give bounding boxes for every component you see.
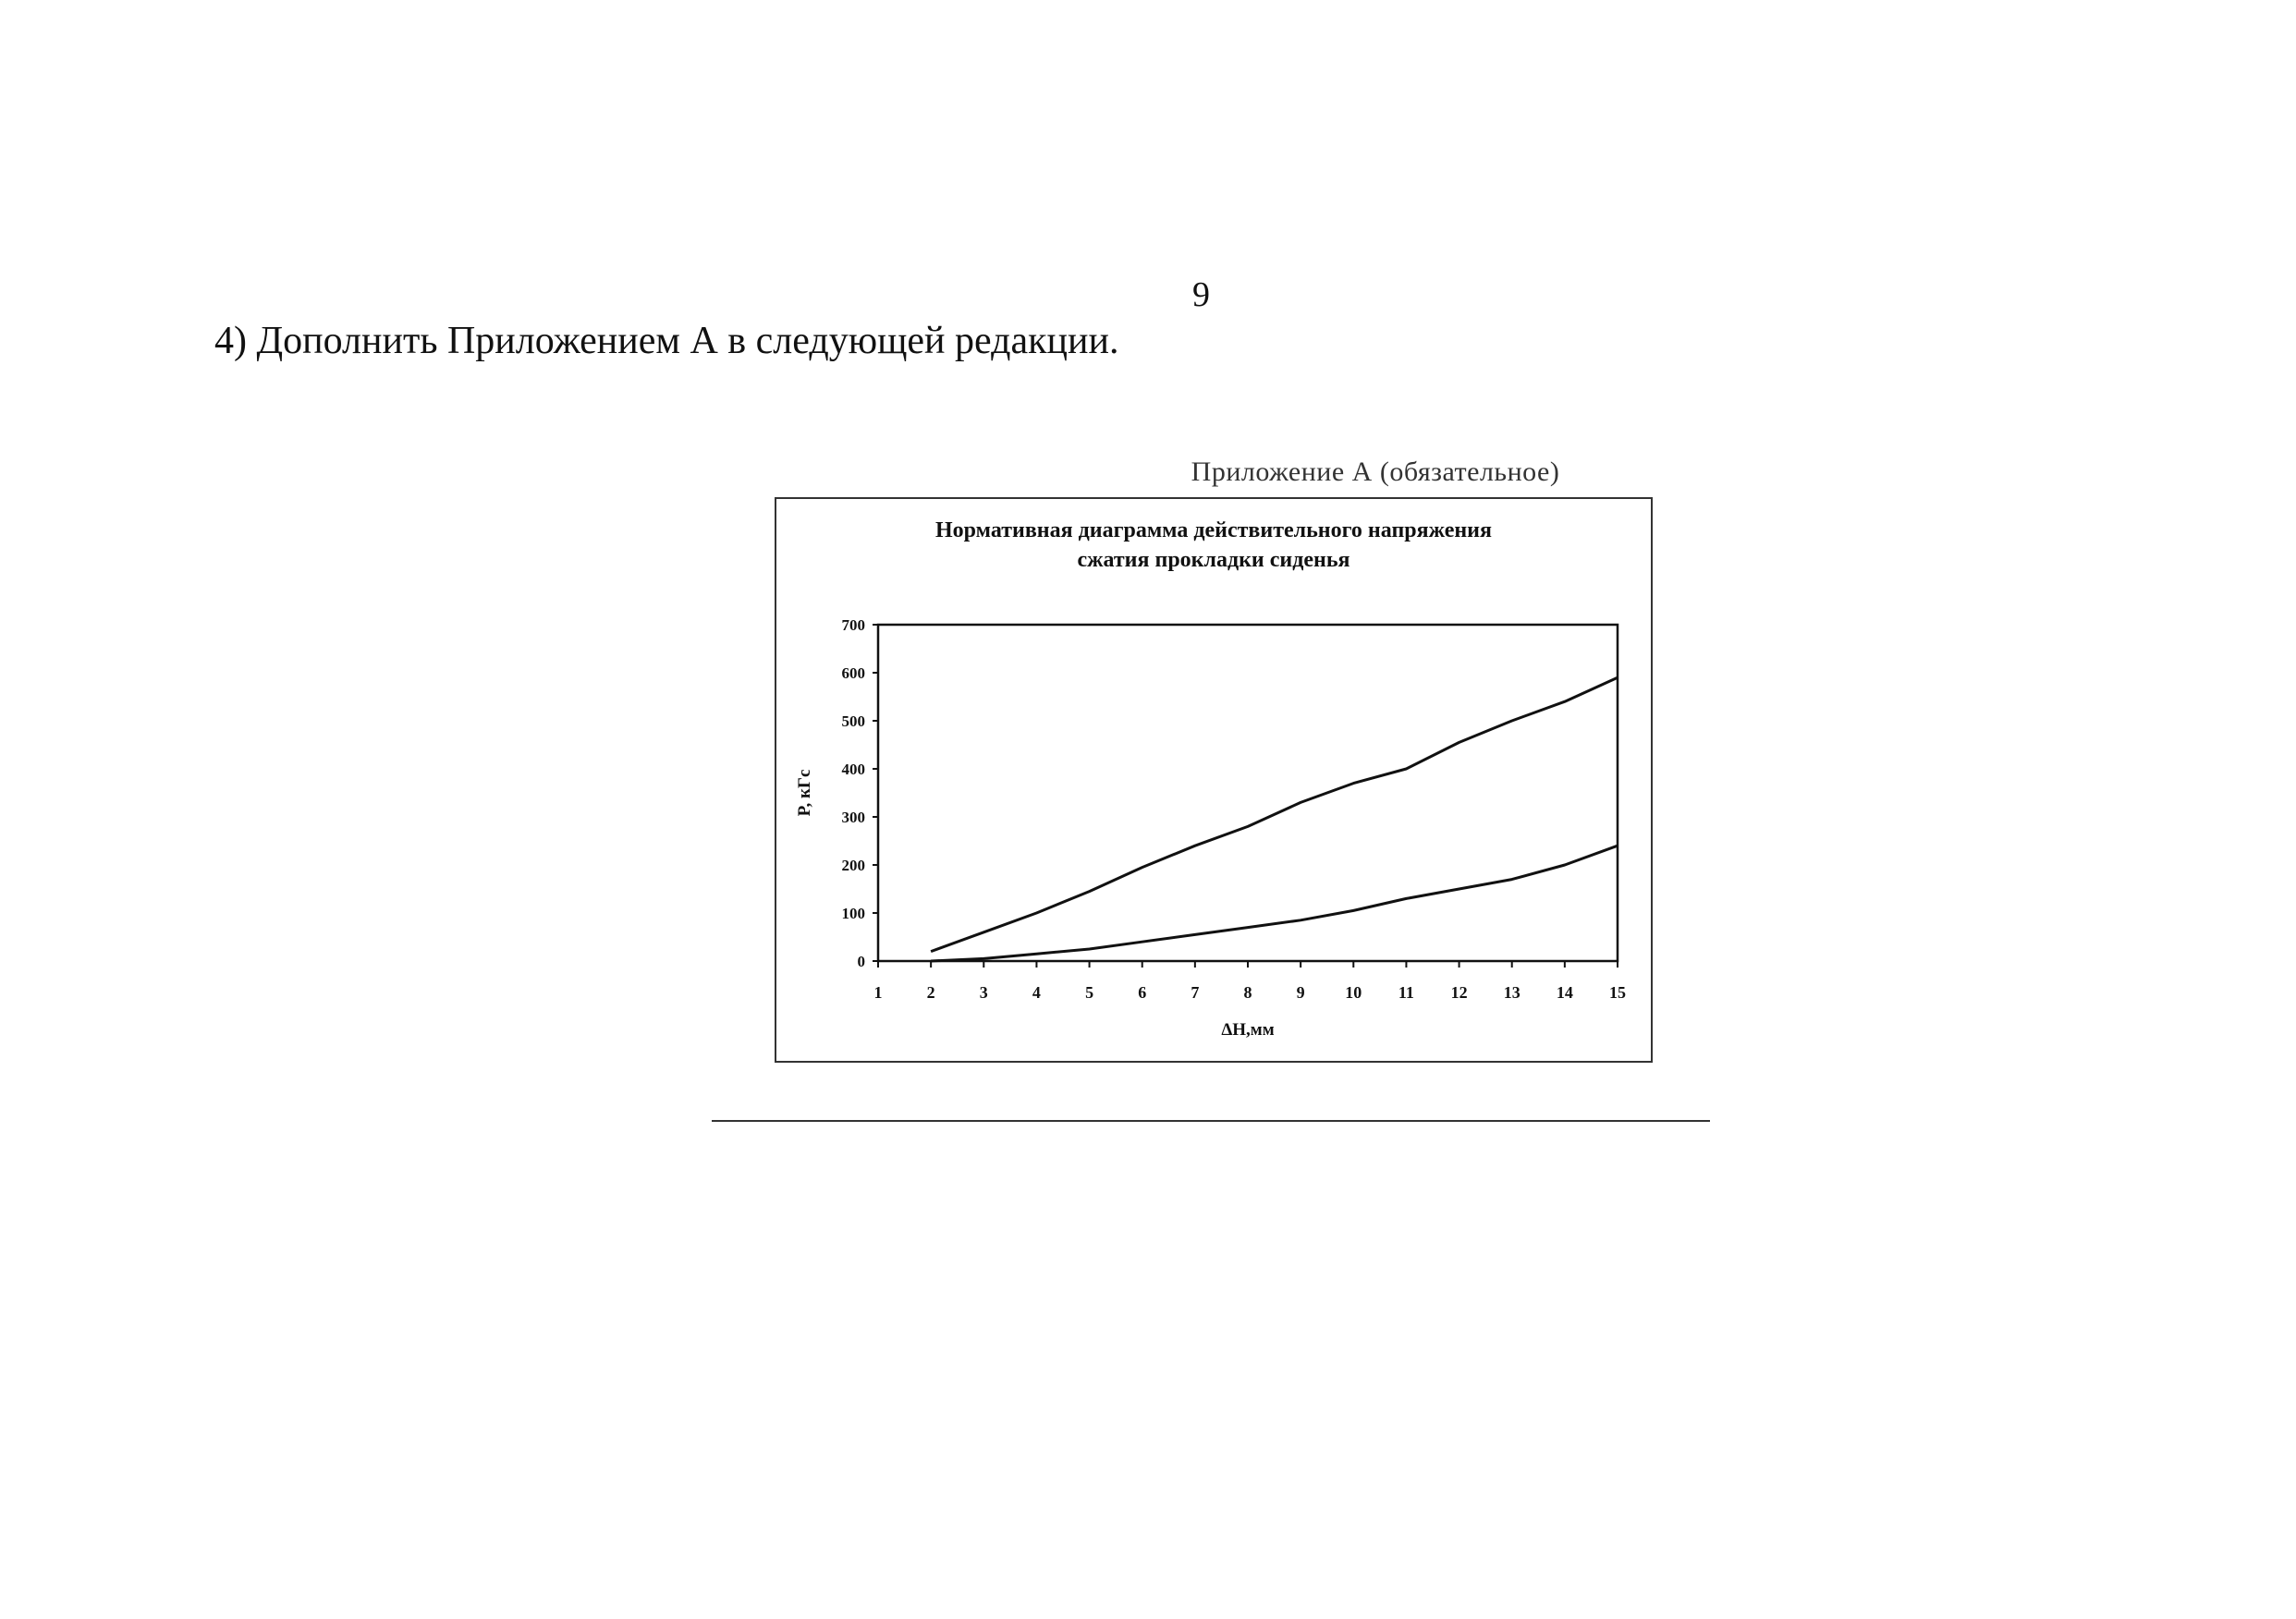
x-tick-label: 3 bbox=[979, 983, 988, 1002]
x-tick-label: 14 bbox=[1556, 983, 1573, 1002]
y-tick-label: 200 bbox=[841, 857, 865, 874]
y-tick-label: 400 bbox=[841, 761, 865, 778]
instruction-text: 4) Дополнить Приложением А в следующей редакции. bbox=[214, 320, 1119, 362]
y-tick-label: 500 bbox=[841, 712, 865, 730]
y-tick-label: 0 bbox=[857, 953, 865, 970]
x-tick-label: 5 bbox=[1085, 983, 1094, 1002]
x-axis-title: ΔH,мм bbox=[1221, 1020, 1275, 1040]
x-tick-label: 7 bbox=[1191, 983, 1200, 1002]
appendix-heading: Приложение А (обязательное) bbox=[1191, 456, 1560, 487]
x-tick-label: 15 bbox=[1609, 983, 1626, 1002]
y-tick-label: 300 bbox=[841, 809, 865, 826]
chart-frame bbox=[775, 497, 1653, 1063]
bottom-rule bbox=[712, 1120, 1710, 1122]
series-line-2 bbox=[931, 846, 1618, 961]
x-tick-label: 4 bbox=[1032, 983, 1041, 1002]
series-line-1 bbox=[931, 677, 1618, 951]
y-tick-label: 700 bbox=[841, 616, 865, 634]
x-tick-label: 13 bbox=[1503, 983, 1520, 1002]
x-tick-label: 9 bbox=[1296, 983, 1305, 1002]
x-tick-label: 12 bbox=[1450, 983, 1468, 1002]
y-tick-label: 600 bbox=[841, 664, 865, 682]
page-number: 9 bbox=[1192, 275, 1210, 314]
x-tick-label: 2 bbox=[926, 983, 935, 1002]
x-tick-label: 6 bbox=[1138, 983, 1147, 1002]
y-axis-title: P, кГс bbox=[795, 769, 814, 817]
x-tick-label: 10 bbox=[1345, 983, 1362, 1002]
line-chart bbox=[776, 499, 1651, 1061]
x-tick-label: 11 bbox=[1398, 983, 1414, 1002]
y-tick-label: 100 bbox=[841, 905, 865, 922]
plot-area-border bbox=[878, 625, 1618, 961]
chart-title-line-1: Нормативная диаграмма действительного напряжения bbox=[935, 518, 1492, 542]
x-tick-label: 8 bbox=[1243, 983, 1252, 1002]
chart-title-line-2: сжатия прокладки сиденья bbox=[1077, 548, 1350, 573]
x-tick-label: 1 bbox=[873, 983, 883, 1002]
